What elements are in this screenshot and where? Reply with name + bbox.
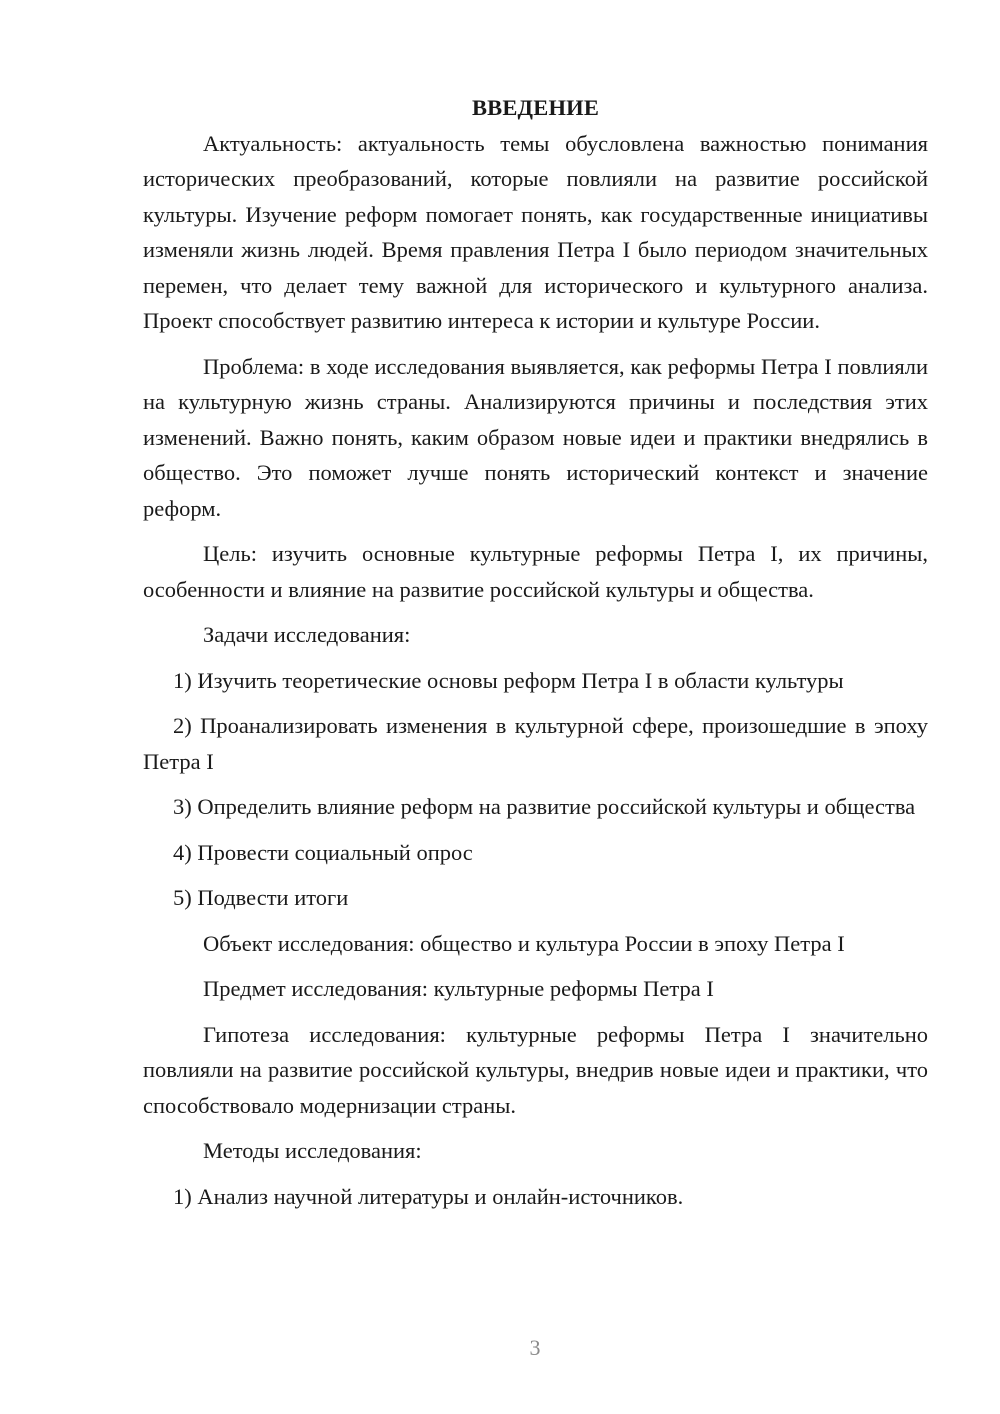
task-item-3: 3) Определить влияние реформ на развитие российской культуры и общества <box>173 794 916 819</box>
task-item-4: 4) Провести социальный опрос <box>173 839 473 865</box>
problem-paragraph: Проблема: в ходе исследования выявляется, как реформы Петра I повлияли на культурную жизнь страны. Анализируются причины и последствия этих изменений. Важно понять, каким образом новые идеи и практики внедрялись в общество. Это поможет лучше понять исторический контекст и значение реформ. <box>143 353 928 521</box>
page-content <box>143 90 928 1224</box>
relevance-paragraph: Актуальность: актуальность темы обусловлена важностью понимания исторических преобразований, которые повлияли на развитие российской культуры. Изучение реформ помогает понять, как государственные инициативы изменяли жизнь людей. Время правления Петра I было периодом значительных перемен, что делает тему важной для исторического и культурного анализа. Проект способствует развитию интереса к истории и культуре России. <box>143 130 928 333</box>
task-item-1: 1) Изучить теоретические основы реформ Петра I в области культуры <box>173 667 844 693</box>
goal-paragraph: Цель: изучить основные культурные реформы Петра I, их причины, особенности и влияние на развитие российской культуры и общества. <box>143 541 928 602</box>
subject-line: Предмет исследования: культурные реформы Петра I <box>203 976 714 1001</box>
methods-label: Методы исследования: <box>203 1138 422 1163</box>
task-item-2: 2) Проанализировать изменения в культурной сфере, произошедшие в эпоху Петра I <box>143 713 928 774</box>
hypothesis-paragraph: Гипотеза исследования: культурные реформы Петра I значительно повлияли на развитие российской культуры, внедрив новые идеи и практики, что способствовало модернизации страны. <box>143 1021 928 1118</box>
page-number: 3 <box>529 1335 541 1360</box>
method-item-1: 1) Анализ научной литературы и онлайн-источников. <box>173 1183 684 1209</box>
section-heading: ВВЕДЕНИЕ <box>471 95 600 120</box>
tasks-label: Задачи исследования: <box>203 622 411 647</box>
object-line: Объект исследования: общество и культура России в эпоху Петра I <box>203 930 845 956</box>
task-item-5: 5) Подвести итоги <box>173 885 349 910</box>
